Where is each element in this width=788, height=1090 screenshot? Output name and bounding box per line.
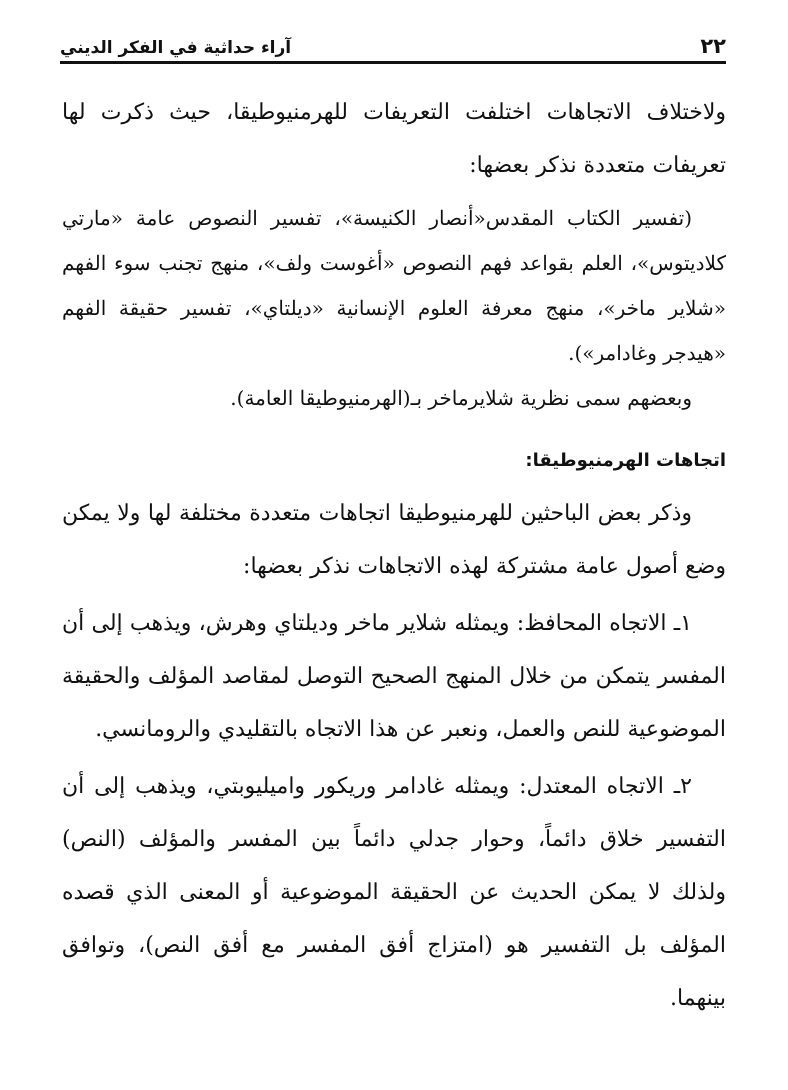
book-title: آراء حداثية في الفكر الديني: [60, 38, 292, 58]
page-number: ٢٢: [700, 34, 726, 58]
running-header: [60, 30, 726, 64]
intro-paragraph: ولاختلاف الاتجاهات اختلفت التعريفات للهرمنيوطيقا، حيث ذكرت لها تعريفات متعددة نذكر بعضها:: [62, 100, 726, 178]
schleiermacher-paragraph: وبعضهم سمى نظرية شلايرماخر بـ(الهرمنيوطيقا العامة).: [230, 386, 692, 410]
section-heading: اتجاهات الهرمنيوطيقا:: [525, 450, 726, 471]
moderate-direction-paragraph: ٢ـ الاتجاه المعتدل: ويمثله غادامر وريكور واميليوبتي، ويذهب إلى أن التفسير خلاق دائماً، وحوار جدلي دائماً بين المفسر والمؤلف (النص) ولذلك لا يمكن الحديث عن الحقيقة الموضوعية أو المعنى الذي قصده المؤلف بل التفسير هو (امتزاج أفق المفسر مع أفق النص)، وتوافق بينهما.: [62, 774, 726, 1011]
conservative-direction-paragraph: ١ـ الاتجاه المحافظ: ويمثله شلاير ماخر وديلتاي وهرش، ويذهب إلى أن المفسر يتمكن من خلال المنهج الصحيح التوصل لمقاصد المؤلف والحقيقة الموضوعية للنص والعمل، ونعبر عن هذا الاتجاه بالتقليدي والرومانسي.: [62, 611, 726, 742]
definitions-paragraph: (تفسير الكتاب المقدس«أنصار الكنيسة»، تفسير النصوص عامة «مارتي كلاديتوس»، العلم بقواعد فهم النصوص «أغوست ولف»، منهج تجنب سوء الفهم «شلاير ماخر»، منهج معرفة العلوم الإنسانية «ديلتاي»، تفسير حقيقة الفهم «هيدجر وغادامر»).: [62, 206, 726, 365]
directions-intro-paragraph: وذكر بعض الباحثين للهرمنيوطيقا اتجاهات متعددة مختلفة لها ولا يمكن وضع أصول عامة مشتركة لهذه الاتجاهات نذكر بعضها:: [62, 501, 726, 579]
body-text: [62, 86, 726, 1025]
